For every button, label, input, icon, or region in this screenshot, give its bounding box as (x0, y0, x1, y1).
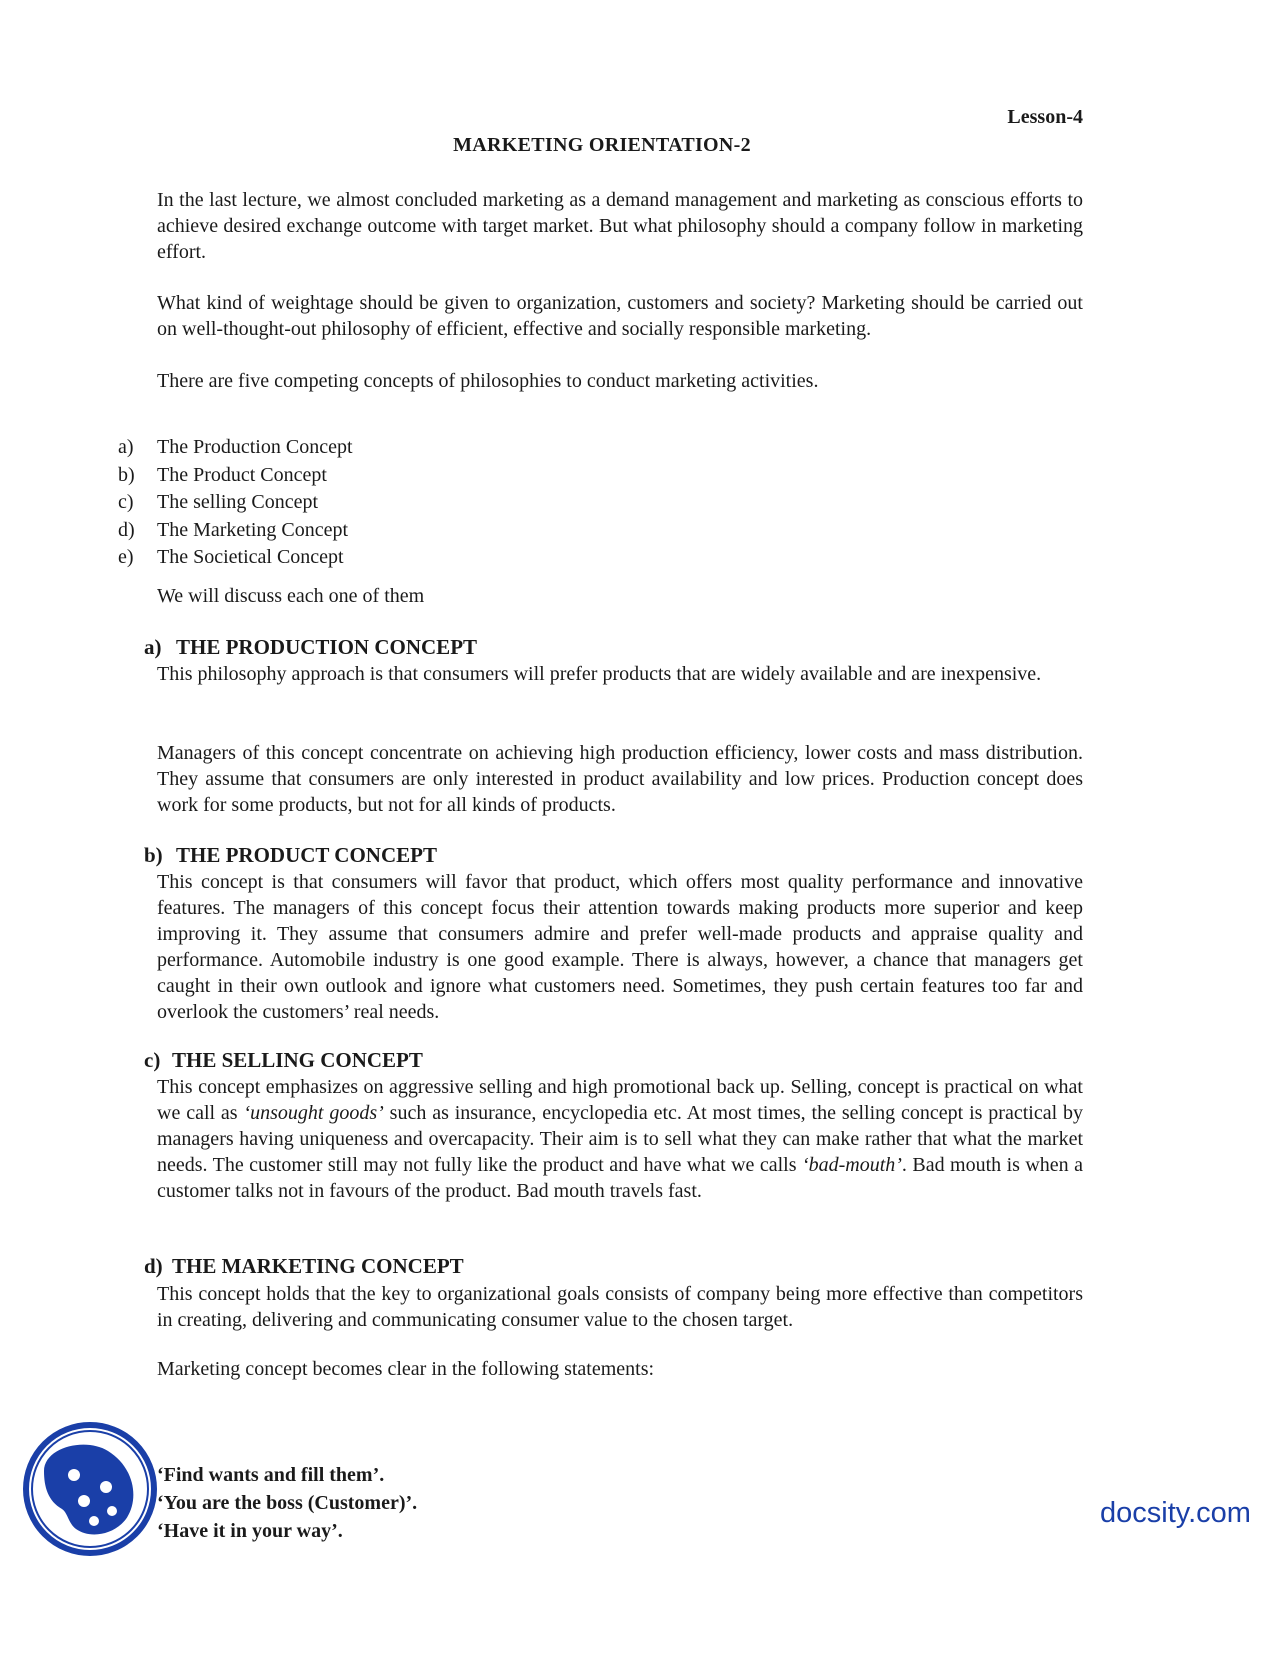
intro-paragraph-2: What kind of weightage should be given to organization, customers and society? Marketing should be carried out on well-thought-out philosophy of efficient, effective and socially responsible marketing. (157, 292, 1083, 340)
section-letter: d) (144, 1254, 163, 1278)
discuss-line: We will discuss each one of them (157, 585, 425, 607)
list-item (118, 462, 353, 490)
statement: ‘Find wants and fill them’. (157, 1464, 385, 1486)
section-title: THE SELLING CONCEPT (172, 1048, 423, 1072)
list-marker: b) (118, 463, 135, 486)
production-paragraph-1: This philosophy approach is that consumers will prefer products that are widely available and are inexpensive. (157, 663, 1042, 685)
list-item (118, 517, 353, 545)
marketing-paragraph-1: This concept holds that the key to organizational goals consists of company being more effective than competitors in creating, delivering and communicating consumer value to the chosen target. (157, 1283, 1083, 1331)
statement: ‘Have it in your way’. (157, 1520, 343, 1542)
page-title: MARKETING ORIENTATION-2 (453, 134, 751, 156)
list-item-label: The Societical Concept (157, 546, 344, 568)
list-item-label: The Production Concept (157, 436, 353, 458)
product-paragraph-1: This concept is that consumers will favor that product, which offers most quality performance and innovative features. The managers of this concept focus their attention towards making products more superior and keep improving it. They assume that consumers admire and prefer well-made products and appraise quality and performance. Automobile industry is one good example. There is always, however, a chance that managers get caught in their own outlook and ignore what customers need. Sometimes, they push certain features too far and overlook the customers’ real needs. (157, 871, 1083, 1023)
marketing-statements (157, 1461, 417, 1545)
list-item-label: The Product Concept (157, 463, 327, 486)
section-title: THE MARKETING CONCEPT (172, 1254, 464, 1278)
intro-paragraph-3: There are five competing concepts of philosophies to conduct marketing activities. (157, 370, 819, 392)
unsought-goods-term: ‘unsought goods’ (243, 1102, 384, 1124)
docsity-brand-link[interactable]: docsity.com (1100, 1497, 1251, 1529)
statement: ‘You are the boss (Customer)’. (157, 1492, 418, 1514)
section-heading-selling (144, 1048, 423, 1073)
list-marker: c) (118, 491, 134, 513)
intro-paragraph-1: In the last lecture, we almost concluded marketing as a demand management and marketing as conscious efforts to achieve desired exchange outcome with target market. But what philosophy should a company follow in marketing effort. (157, 189, 1083, 263)
lesson-number: Lesson-4 (1007, 106, 1083, 128)
section-title: THE PRODUCTION CONCEPT (176, 635, 478, 659)
section-heading-marketing (144, 1254, 464, 1279)
bad-mouth-term: ‘bad-mouth’ (801, 1154, 902, 1176)
section-letter: c) (144, 1048, 161, 1072)
list-item (118, 489, 353, 517)
selling-paragraph-1: This concept emphasizes on aggressive selling and high promotional back up. Selling, concept is practical on what we call as ‘unsought goods’ such as insurance, encyclopedia etc. At most times, the selling concept is practical by managers having uniqueness and overcapacity. Their aim is to sell what they can make rather that what the market needs. The customer still may not fully like the product and have what we calls ‘bad-mouth’. Bad mouth is when a customer talks not in favours of the product. Bad mouth travels fast. (157, 1076, 1083, 1202)
concepts-list (118, 434, 353, 572)
list-marker: e) (118, 546, 134, 568)
section-heading-production (144, 635, 477, 660)
list-item-label: The Marketing Concept (157, 518, 349, 541)
docsity-logo-icon (22, 1421, 158, 1557)
section-letter: a) (144, 635, 162, 659)
list-item (118, 434, 353, 462)
marketing-paragraph-2: Marketing concept becomes clear in the following statements: (157, 1358, 655, 1380)
list-marker: d) (118, 518, 135, 541)
list-item-label: The selling Concept (157, 491, 319, 513)
section-heading-product (144, 843, 437, 868)
section-letter: b) (144, 843, 163, 867)
section-title: THE PRODUCT CONCEPT (176, 843, 437, 867)
list-marker: a) (118, 436, 134, 458)
list-item (118, 544, 353, 572)
production-paragraph-2: Managers of this concept concentrate on achieving high production efficiency, lower costs and mass distribution. They assume that consumers are only interested in product availability and low prices. Production concept does work for some products, but not for all kinds of products. (157, 742, 1083, 816)
